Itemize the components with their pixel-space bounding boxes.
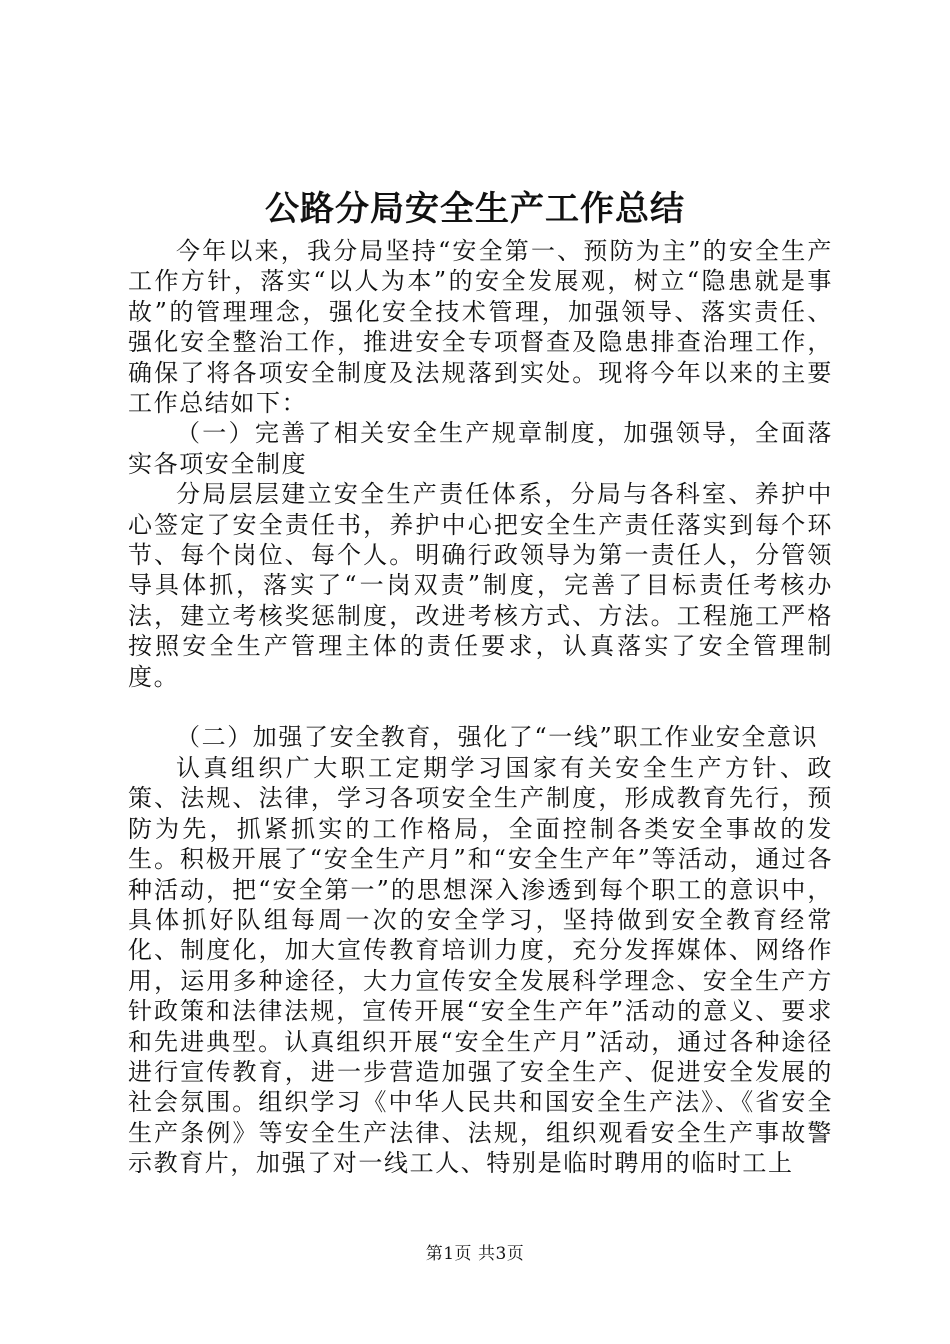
intro-paragraph: 今年以来，我分局坚持“安全第一、预防为主”的安全生产工作方针，落实“以人为本”的安全发展观，树立“隐患就是事故”的管理理念，强化安全技术管理，加强领导、落实责任、强化安全整治工作，推进安全专项督查及隐患排查治理工作，确保了将各项安全制度及法规落到实处。现将今年以来的主要工作总结如下：	[128, 237, 833, 418]
page-number-footer: 第1页 共3页	[425, 1244, 525, 1264]
paragraph-spacer	[128, 692, 833, 722]
section-1-heading: （一）完善了相关安全生产规章制度，加强领导，全面落实各项安全制度	[128, 419, 833, 478]
section-1-paragraph: 分局层层建立安全生产责任体系，分局与各科室、养护中心签定了安全责任书，养护中心把安全生产责任落实到每个环节、每个岗位、每个人。明确行政领导为第一责任人，分管领导具体抓，落实了“一岗双责”制度，完善了目标责任考核办法，建立考核奖惩制度，改进考核方式、方法。工程施工严格按照安全生产管理主体的责任要求，认真落实了安全管理制度。	[128, 480, 833, 691]
document-body	[128, 236, 833, 1179]
document-title: 公路分局安全生产工作总结	[265, 189, 685, 229]
section-2-heading: （二）加强了安全教育，强化了“一线”职工作业安全意识	[176, 723, 819, 752]
section-2-paragraph: 认真组织广大职工定期学习国家有关安全生产方针、政策、法规、法律，学习各项安全生产制度，形成教育先行，预防为先，抓紧抓实的工作格局，全面控制各类安全事故的发生。积极开展了“安全生产月”和“安全生产年”等活动，通过各种活动，把“安全第一”的思想深入渗透到每个职工的意识中，具体抓好队组每周一次的安全学习，坚持做到安全教育经常化、制度化，加大宣传教育培训力度，充分发挥媒体、网络作用，运用多种途径，大力宣传安全发展科学理念、安全生产方针政策和法律法规，宣传开展“安全生产年”活动的意义、要求和先进典型。认真组织开展“安全生产月”活动，通过各种途径进行宣传教育，进一步营造加强了安全生产、促进安全发展的社会氛围。组织学习《中华人民共和国安全生产法》、《省安全生产条例》等安全生产法律、法规，组织观看安全生产事故警示教育片，加强了对一线工人、特别是临时聘用的临时工上	[128, 753, 833, 1178]
